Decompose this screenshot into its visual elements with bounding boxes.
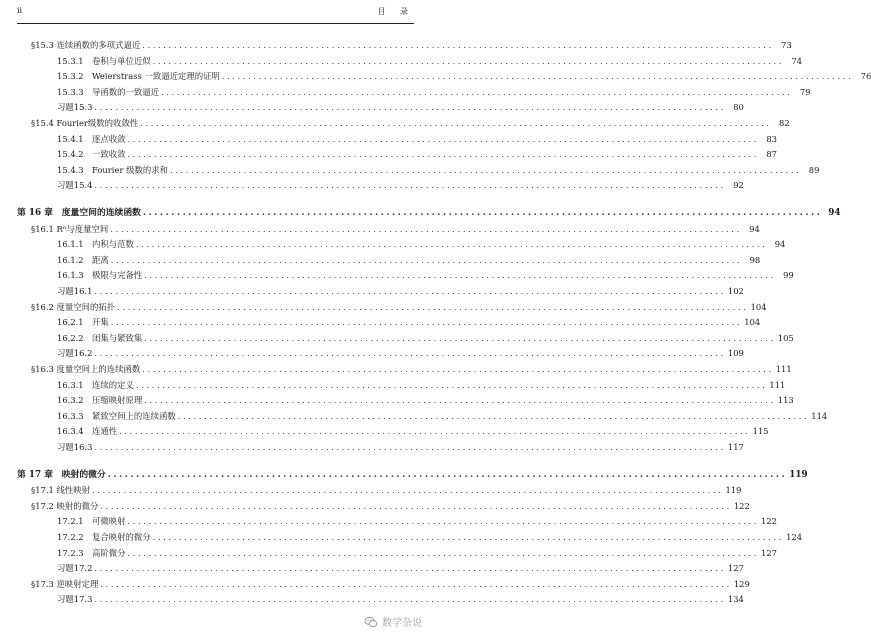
toc-entry-exercise[interactable] [57,347,744,360]
watermark-text: 数学杂说 [382,618,422,629]
toc-entry-subsection[interactable] [57,148,777,161]
toc-entry-page-number: 92 [733,180,744,191]
toc-entry-section[interactable] [31,578,750,591]
toc-entry-page-number: 94 [828,208,841,218]
toc-entry-label: 15.4.2 一致收敛 [57,149,126,160]
toc-entry-page-number: 117 [727,442,744,452]
toc-entry-label: 第 17 章 映射的微分 [17,469,106,480]
toc-entry-page-number: 119 [725,485,742,496]
leader-dots: ........................................................................................................................ [94,442,726,452]
toc-entry-page-number: 119 [789,469,808,480]
toc-entry-section[interactable] [31,223,760,236]
toc-entry-label: §16.1 Rⁿ与度量空间 [31,223,109,234]
leader-dots: ........................................................................................................................ [110,223,742,234]
toc-entry-subsection[interactable] [57,316,761,329]
toc-entry-label: 16.1.1 内积与范数 [57,239,134,250]
leader-dots: ........................................................................................................................ [161,86,793,97]
toc-entry-page-number: 79 [799,86,811,97]
toc-entry-label: §15.4 Fourier级数的收敛性 [31,118,139,128]
toc-entry-chapter[interactable] [17,469,808,482]
toc-entry-label: 习题16.1 [57,286,93,296]
leader-dots: ........................................................................................................................ [152,532,785,542]
toc-entry-label: 15.4.3 Fourier 级数的求和 [57,164,168,175]
leader-dots: ........................................................................................................................ [127,516,759,527]
header-rule [17,23,414,24]
page-number-roman: ii [17,6,23,15]
wechat-icon [364,615,378,629]
toc-entry-page-number: 99 [783,270,794,281]
toc-entry-page-number: 83 [766,133,777,144]
watermark [364,614,422,629]
leader-dots: ........................................................................................................................ [94,102,726,113]
page-header [17,6,414,18]
toc-entry-page-number: 82 [778,118,790,128]
toc-entry-page-number: 111 [769,379,786,390]
toc-entry-label: 习题17.3 [57,594,93,605]
toc-entry-label: 习题15.4 [57,180,93,191]
toc-entry-label: 15.3.1 卷积与单位近似 [57,55,151,66]
toc-entry-label: 16.2.1 开集 [57,317,109,328]
toc-entry-label: 16.3.4 连通性 [57,426,118,437]
leader-dots: ........................................................................................................................ [119,426,751,437]
toc-entry-page-number: 87 [766,149,777,160]
toc-entry-page-number: 98 [749,254,761,265]
leader-dots: ........................................................................................................................ [144,395,776,406]
toc-entry-exercise[interactable] [57,179,744,192]
leader-dots: ........................................................................................................................ [152,55,785,66]
leader-dots: ........................................................................................................................ [142,208,823,218]
toc-entry-label: §15.3 连续函数的多项式逼近 [31,40,141,50]
toc-entry-label: 第 16 章 度量空间的连续函数 [17,208,141,218]
toc-entry-label: 17.2.2 复合映射的微分 [57,532,151,542]
leader-dots: ........................................................................................................................ [117,301,749,312]
toc-entry-exercise[interactable] [57,593,744,606]
toc-entry-page-number: 73 [781,40,792,50]
toc-entry-label: §17.1 线性映射 [31,485,90,496]
toc-entry-page-number: 124 [786,532,803,542]
toc-entry-page-number: 127 [760,547,777,558]
toc-entry-label: §16.3 度量空间上的连续函数 [31,364,141,374]
toc-entry-label: 习题15.3 [57,102,93,113]
toc-entry-exercise[interactable] [57,101,744,114]
leader-dots: ........................................................................................................................ [100,500,732,511]
leader-dots: ........................................................................................................................ [140,118,772,128]
toc-entry-subsection[interactable] [57,269,794,282]
toc-entry-page-number: 94 [774,239,786,250]
leader-dots: ........................................................................................................................ [110,317,743,328]
toc-entry-label: §17.2 映射的微分 [31,500,99,511]
toc-entry-subsection[interactable] [57,164,820,177]
toc-entry-exercise[interactable] [57,562,744,575]
toc-entry-label: 17.2.1 可微映射 [57,516,126,527]
toc-entry-label: §16.2 度量空间的拓扑 [31,301,116,312]
toc-entry-label: 16.3.2 压缩映射原理 [57,395,143,406]
toc-entry-subsection[interactable] [57,238,786,251]
toc-entry-page-number: 122 [733,500,750,511]
leader-dots: ........................................................................................................................ [127,133,759,144]
toc-entry-page-number: 134 [727,594,744,605]
toc-entry-section[interactable] [31,301,767,314]
toc-entry-subsection[interactable] [57,70,871,83]
toc-entry-label: 15.4.1 逐点收敛 [57,133,126,144]
leader-dots: ........................................................................................................................ [94,594,726,605]
leader-dots: ........................................................................................................................ [221,71,854,82]
toc-entry-subsection[interactable] [57,55,803,68]
leader-dots: ........................................................................................................................ [135,239,768,250]
toc-entry-label: §17.3 逆映射定理 [31,578,99,589]
toc-entry-page-number: 104 [750,301,767,312]
toc-entry-page-number: 89 [808,164,820,175]
toc-entry-page-number: 104 [744,317,761,328]
toc-entry-exercise[interactable] [57,285,744,298]
toc-entry-page-number: 94 [749,223,760,234]
toc-entry-page-number: 80 [733,102,744,113]
toc-entry-label: 16.3.3 紧致空间上的连续函数 [57,410,176,421]
toc-entry-subsection[interactable] [57,425,769,438]
toc-entry-page-number: 127 [727,563,744,574]
leader-dots: ........................................................................................................................ [100,578,732,589]
leader-dots: ........................................................................................................................ [144,270,776,281]
toc-entry-page-number: 74 [791,55,803,66]
leader-dots: ........................................................................................................................ [94,286,726,296]
toc-entry-subsection[interactable] [57,133,777,146]
toc-entry-subsection[interactable] [57,86,811,99]
toc-entry-subsection[interactable] [57,410,828,423]
toc-entry-chapter[interactable] [17,207,841,220]
toc-entry-label: 16.3.1 连续的定义 [57,379,134,390]
toc-entry-label: 16.2.2 闭集与紧致集 [57,332,143,343]
toc-entry-section[interactable] [31,484,742,497]
toc-entry-subsection[interactable] [57,515,777,528]
leader-dots: ........................................................................................................................ [94,348,726,359]
toc-entry-page-number: 113 [777,395,794,406]
toc-entry-label: 习题16.2 [57,348,93,359]
leader-dots: ........................................................................................................................ [94,563,726,574]
toc-entry-label: 15.3.2 Weierstrass 一致逼近定理的证明 [57,71,220,82]
toc-entry-page-number: 115 [752,426,769,437]
running-title: 目 录 [377,7,414,16]
toc-entry-page-number: 122 [760,516,777,527]
leader-dots: ........................................................................................................................ [110,254,743,265]
leader-dots: ........................................................................................................................ [92,485,724,496]
leader-dots: ........................................................................................................................ [135,379,768,390]
toc-entry-section[interactable] [31,363,792,376]
toc-entry-page-number: 102 [727,286,744,296]
toc-entry-section[interactable] [31,117,790,130]
toc-entry-subsection[interactable] [57,531,803,544]
toc-entry-page-number: 109 [727,348,744,359]
leader-dots: ........................................................................................................................ [94,180,726,191]
leader-dots: ........................................................................................................................ [142,364,774,374]
toc-entry-page-number: 129 [733,578,750,589]
toc-entry-section[interactable] [31,39,792,52]
toc-entry-subsection[interactable] [57,379,786,392]
leader-dots: ........................................................................................................................ [107,469,788,480]
toc-entry-label: 17.2.3 高阶微分 [57,547,126,558]
toc-entry-label: 习题17.2 [57,563,93,574]
toc-entry-subsection[interactable] [57,394,794,407]
toc-entry-subsection[interactable] [57,254,761,267]
leader-dots: ........................................................................................................................ [144,332,776,343]
leader-dots: ........................................................................................................................ [127,547,759,558]
toc-entry-page-number: 114 [811,410,828,421]
toc-entry-page-number: 105 [777,332,794,343]
leader-dots: ........................................................................................................................ [177,410,810,421]
toc-entry-label: 16.1.3 极限与完备性 [57,270,143,281]
toc-entry-subsection[interactable] [57,332,794,345]
toc-entry-label: 习题16.3 [57,442,93,452]
leader-dots: ........................................................................................................................ [142,40,774,50]
toc-entry-page-number: 76 [860,71,871,82]
toc-entry-exercise[interactable] [57,441,744,454]
toc-entry-page-number: 111 [775,364,792,374]
toc-entry-subsection[interactable] [57,547,777,560]
toc-entry-label: 15.3.3 导函数的一致逼近 [57,86,160,97]
toc-entry-section[interactable] [31,500,750,513]
leader-dots: ........................................................................................................................ [169,164,802,175]
toc-entry-label: 16.1.2 距离 [57,254,109,265]
leader-dots: ........................................................................................................................ [127,149,759,160]
